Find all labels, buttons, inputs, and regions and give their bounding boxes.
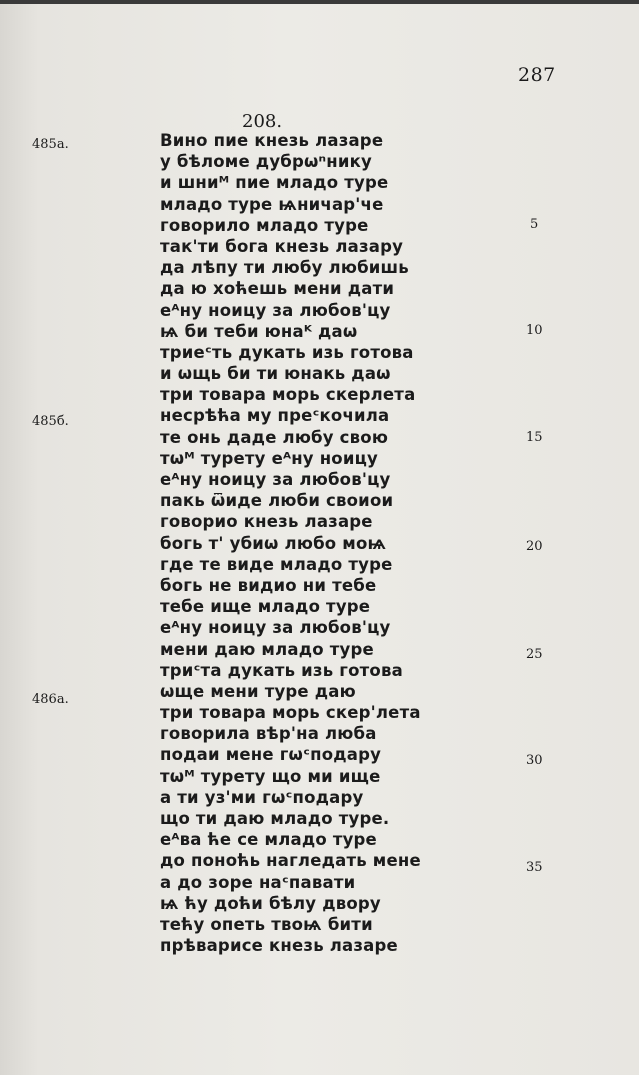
verse-line: тећу опеть твоѩ бити bbox=[160, 914, 373, 934]
verse-line: три товара морь скерлета bbox=[160, 385, 416, 405]
verse-line: ѡще мени туре даю bbox=[160, 681, 356, 701]
verse-line: Вино пие кнезь лазаре bbox=[160, 131, 384, 150]
page-number: 287 bbox=[518, 64, 556, 86]
song-number: 208. bbox=[242, 111, 283, 132]
line-number: 5 bbox=[530, 217, 539, 232]
verse-line: еᴬну ноицу за любов'цу bbox=[160, 618, 391, 638]
verse-line: три товара морь скер'лета bbox=[160, 703, 421, 723]
verse-line: мени даю младо туре bbox=[160, 639, 374, 659]
verse-line: прѣварисе кнезь лазаре bbox=[160, 936, 398, 956]
line-number: 30 bbox=[526, 753, 543, 768]
verse-line: що ти даю младо туре. bbox=[160, 809, 390, 828]
line-number: 15 bbox=[526, 430, 543, 445]
verse-line: еᴬну ноицу за любов'цу bbox=[160, 470, 391, 489]
verse-line: тѡᴹ турету еᴬну ноицу bbox=[160, 448, 378, 468]
verse-line: у бѣломе дубрѡⁿнику bbox=[160, 152, 372, 172]
line-number: 10 bbox=[526, 323, 543, 338]
verse-line: тебе ище младо туре bbox=[160, 597, 371, 617]
verse-line: те онь даде любу свою bbox=[160, 427, 389, 447]
verse-line: триᶜта дукать изь готова bbox=[160, 660, 403, 680]
verse-line: говорио кнезь лазаре bbox=[160, 512, 373, 532]
verse-line: еᴬва ће се младо туре bbox=[160, 830, 377, 850]
verse-line: а ти уз'ми гѡᶜподару bbox=[160, 787, 364, 807]
verse-line: и ѡщь би ти юнакь даѡ bbox=[160, 364, 391, 384]
verse-line: до поноћь нагледать мене bbox=[160, 851, 421, 871]
verse-line: ѩ ћу доћи бѣлу двору bbox=[160, 893, 381, 913]
line-number: 35 bbox=[526, 860, 543, 875]
verse-line: так'ти бога кнезь лазару bbox=[160, 236, 404, 256]
verse-line: подаи мене гѡᶜподару bbox=[160, 745, 382, 765]
verse-text bbox=[160, 130, 421, 956]
verse-line: говорила вѣр'на люба bbox=[160, 724, 377, 744]
verse-line: младо туре ѩничар'че bbox=[160, 194, 384, 214]
verse-line: а до зоре наᶜпавати bbox=[160, 872, 356, 892]
scan-edge bbox=[0, 0, 639, 4]
verse-line: богь не видио ни тебе bbox=[160, 575, 377, 595]
margin-ref: 486a. bbox=[32, 692, 69, 707]
line-number: 20 bbox=[526, 539, 543, 554]
verse-line: пакь ѿиде люби своиои bbox=[160, 491, 394, 511]
verse-line: и шниᴹ пие младо туре bbox=[160, 173, 389, 193]
verse-line: где те виде младо туре bbox=[160, 554, 393, 574]
verse-line: несрѣћа му преᶜкочила bbox=[160, 406, 390, 426]
bleed-through bbox=[560, 110, 600, 1010]
verse-line: говорило младо туре bbox=[160, 215, 369, 235]
verse-line: еᴬну ноицу за любов'цу bbox=[160, 300, 391, 320]
margin-ref: 485б. bbox=[32, 414, 69, 429]
verse-line: ѩ би теби юнаᴷ даѡ bbox=[160, 321, 358, 341]
verse-line: да лѣпу ти любу любишь bbox=[160, 258, 409, 278]
margin-ref: 485a. bbox=[32, 137, 69, 152]
verse-line: тѡᴹ турету що ми ище bbox=[160, 766, 381, 786]
verse-line: богь т' убиѡ любо моѩ bbox=[160, 533, 387, 553]
line-number: 25 bbox=[526, 647, 543, 662]
verse-line: триеᶜть дукать изь готова bbox=[160, 342, 414, 362]
verse-line: да ю хоћешь мени дати bbox=[160, 279, 395, 299]
